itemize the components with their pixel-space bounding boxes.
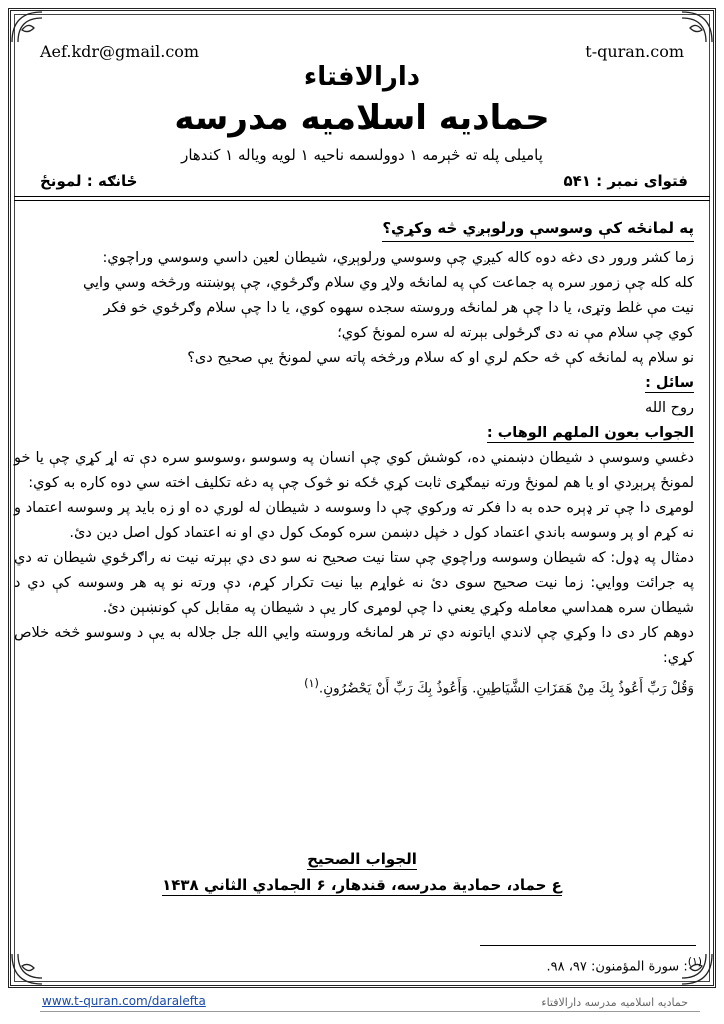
footnote-marker: (۱): [687, 955, 702, 968]
district-label: ځانګه : لمونځ: [40, 172, 138, 190]
asker-label: سائل :: [645, 375, 694, 391]
answer-paragraph: لومړی دا چې تر ډېره حده به دا فکر ته ورکوي چې دا وسوسه د شیطان له لوري ده او زه باید پر وسوسه اعتماد و نه کړم او پر وسوسه باندي اعتماد کول د خپل دښمن سره کومک کول دي او نه اعتماد کول اصل دین دئ.: [14, 500, 694, 541]
fatwa-body: [14, 216, 694, 702]
footer-link[interactable]: www.t-quran.com/daralefta: [42, 994, 206, 1008]
footnote-rule: [480, 945, 696, 946]
signature-line: ع حماد، حمادیة مدرسه، قندهار، ۶ الجمادي الثاني ۱۴۳۸: [162, 876, 562, 894]
verse-text: وَقُلْ رَبِّ أَعُوذُ بِكَ مِنْ هَمَزَاتِ الشَّيَاطِينِ. وَأَعُوذُ بِكَ رَبِّ أَنْ يَحْضُرُونِ.: [318, 680, 694, 697]
header-divider: [14, 196, 710, 197]
quran-verse: [14, 671, 694, 702]
footnote: [546, 955, 702, 974]
corner-ornament-icon: [10, 10, 44, 44]
school-name: حمادیه اسلامیه مدرسه: [174, 98, 550, 138]
fatwa-number: فتوای نمبر : ۵۴۱: [563, 172, 688, 190]
footer-text: حمادیه اسلامیه مدرسه دارالافتاء: [541, 996, 688, 1009]
signature-label: الجواب الصحیح: [307, 850, 417, 868]
answer-paragraph: دغسي وسوسې د شیطان دښمني ده، کوشش کوي چې انسان په وسوسو ،وسوسو سره دې ته اړ کړي چې یا خو لمونځ پرېږدي او یا هم لمونځ ورته نیمګړی ثابت کړي ځکه نو څوک چې په دغه تکلیف اخته سي دوه کاره به کوي:: [14, 450, 694, 491]
footnote-text: : سورة المؤمنون: ۹۷، ۹۸.: [546, 959, 688, 975]
question-line: زما کشر ورور دی دغه دوه کاله کیږي چې وسوسي ورلوېږي، شیطان لعین داسي وسوسي وراچوي:: [102, 250, 694, 266]
answer-paragraph: دمثال په ډول: که شیطان وسوسه وراچوي چې ستا نیت صحیح نه سو دی دي بېرته نیت نه راګرځوي شیطان ته دي په جرائت ووایي: زما نیت صحیح سوی دئ نه غواړم بیا نیت تکرار کړم، دې ورته نو په هر وسوسه کې دي د شیطان سره همداسي معامله وکړي یعني دا چې لومړی کار یې د شیطان په مقابل کې کونښېن دئ.: [14, 550, 694, 616]
email-address[interactable]: Aef.kdr@gmail.com: [40, 42, 200, 61]
question-line: کوي چې سلام مې نه دی ګرځولی بېرته له سره لمونځ کوي؛: [337, 325, 694, 341]
corner-ornament-icon: [680, 10, 714, 44]
asker-name: روح الله: [645, 400, 694, 416]
website-address[interactable]: t-quran.com: [585, 42, 684, 61]
answer-paragraph: دوهم کار دی دا وکړي چې لاندي ایاتونه دي تر هر لمانځه وروسته وایي الله جل جلاله به یې د وسوسو څخه خلاص کړي:: [14, 625, 694, 666]
footer-rule: [40, 1011, 700, 1012]
answer-heading: الجواب بعون الملهم الوهاب :: [486, 425, 694, 441]
address-line: پامیلی پله ته څېرمه ۱ دوولسمه ناحیه ۱ لویه ویاله ۱ کندهار: [181, 146, 543, 164]
question-line: نو سلام په لمانځه کې څه حکم لري او که سلام ورڅخه پاته سي لمونځ یې صحیح دی؟: [187, 350, 694, 366]
corner-ornament-icon: [10, 952, 44, 986]
header-divider-second: [14, 200, 710, 201]
question-title: په لمانځه کې وسوسې ورلوېږي څه وکړي؟: [382, 216, 694, 242]
institute-title: دارالافتاء: [303, 62, 421, 92]
question-line: نیت مې غلط وتړی، یا دا چې هر لمانځه وروسته سجده سهوه کوي، یا دا چې سلام وګرځوي خو فکر: [103, 300, 694, 316]
verse-footnote-ref: (۱): [304, 677, 319, 690]
question-line: کله کله چې زموږ سره په جماعت کې په لمانځه ولاړ وي سلام وګرځوي، چې پوښتنه ورڅخه وسي وایي: [82, 275, 694, 291]
